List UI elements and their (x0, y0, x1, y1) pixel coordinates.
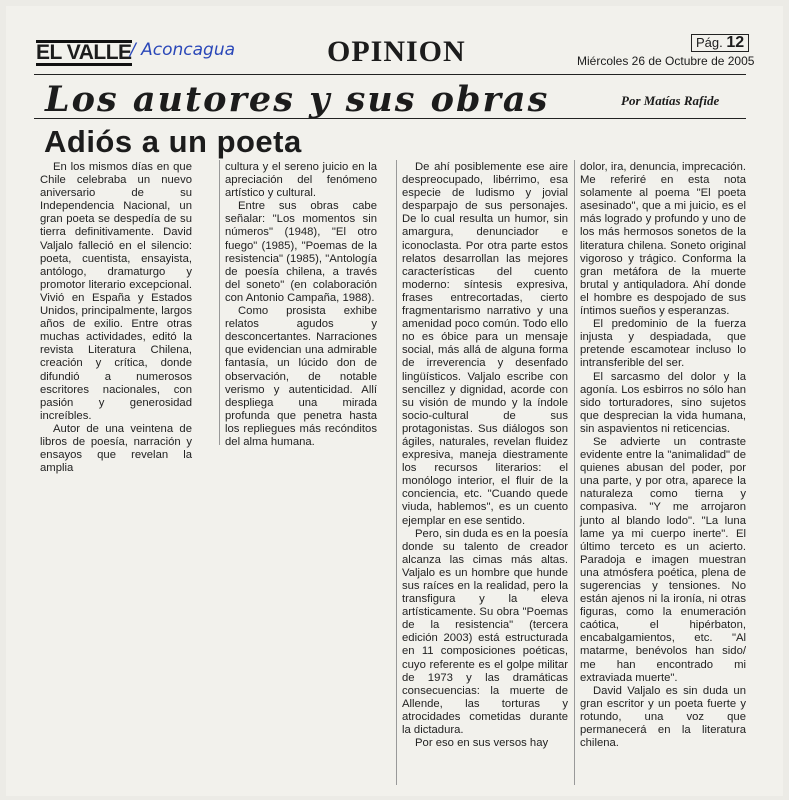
byline: Por Matías Rafide (621, 93, 720, 108)
paragraph: Se advierte un contraste evidente entre la "animalidad" de quienes abusan del poder, por una parte, y por otra, aparece la naturaleza como tierna y compasiva. "Y me arrojaron junto al blando lodo". "La luna lame ya mi cuerpo inerte". El último terceto es un acierto. Paradoja e imagen muestran una atmósfera poética, plena de sugerencias y tensiones. No están ajenos ni la ironía, ni otras figuras, como la enumeración caótica, el hipérbaton, encabalgamientos, etc. "Al matarme, benévolos han sido/ me han encontrado mi extraviada muerte". (580, 435, 746, 684)
column-banner: Los autores y sus obras (45, 79, 550, 120)
column-divider (219, 160, 220, 445)
paragraph: Pero, sin duda es en la poesía donde su talento de creador alcanza las cimas más altas. Valjalo es un hombre que hunde sus raíces en la realidad, pero la transfigura y la eleva artísticamente. Su obra "Poemas de la resistencia" (tercera edición 2003) está estructurada en 11 composiciones poéticas, cuyo referente es el golpe militar de 1973 y las dramáticas consecuencias: la muerte de Allende, las torturas y atrocidades cometidas durante la dictadura. (402, 527, 568, 737)
paragraph: Como prosista exhibe relatos agudos y desconcertantes. Narraciones que evidencian una admirable fantasía, un lúcido don de observación, de notable verismo y autenticidad. Allí despliega una mirada profunda que penetra hasta los repliegues más recónditos del alma humana. (225, 305, 377, 448)
paragraph: Por eso en sus versos hay (415, 737, 549, 750)
article-column-4 (580, 161, 746, 750)
header-rule (34, 74, 746, 75)
article-column-1 (40, 161, 192, 475)
issue-date: Miércoles 26 de Octubre de 2005 (577, 54, 755, 68)
paragraph: De ahí posiblemente ese aire despreocupado, libérrimo, esa especie de ludismo y jovial desparpajo de sus personajes. De lo cual resulta un humor, sin amargura, denunciador e iconoclasta. Por otra parte estos relatos desarrollan las mejores características del cuento moderno: síntesis expresiva, frases entrecortadas, cierto fragmentarismo narrativo y una amenidad poco común. Todo ello no es óbice para un mensaje social, más allá de alguna forma de irreverencia y desenfado lingüísticos. Valjalo escribe con sencillez y dignidad, acorde con su visión de mundo y la índole socio-cultural de sus protagonistas. Sus diálogos son ágiles, naturales, revelan fluidez expresiva, maneja diestramente los recursos literarios: el monólogo interior, el fluir de la conciencia, etc. "Cuando quede viuda, hablemos", es un cuento ejemplar en ese sentido. (402, 161, 568, 527)
page-number: 12 (726, 34, 745, 51)
paragraph: El predominio de la fuerza injusta y despiadada, que pretende escamotear incluso lo intransferible del ser. (580, 318, 746, 370)
article-column-2 (225, 161, 377, 449)
paragraph: Entre sus obras cabe señalar: "Los momentos sin números" (1948), "El otro fuego" (1985), "Poemas de la resistencia" (1985), "Antología de poesía chilena, a través del soneto" (en colaboración con Antonio Campaña, 1988). (225, 200, 377, 304)
column-divider (574, 160, 575, 785)
column-divider (396, 160, 397, 785)
paragraph: dolor, ira, denuncia, imprecación. Me referiré en esta nota solamente al poema "El poeta asesinado", que a mi juicio, es el más logrado y profundo y uno de los más hermosos sonetos de la literatura chilena. Soneto original vigoroso y trágico. Conforma la gran metáfora de la muerte brutal y antiquladora. Ahí donde el hombre es despojado de sus íntimos sueños y esperanzas. (580, 161, 746, 318)
article-column-3 (402, 161, 568, 750)
paragraph: El sarcasmo del dolor y la agonía. Los esbirros no sólo han sido torturadores, sino sujetos que desprecian la vida humana, sin aspavientos ni reticencias. (580, 370, 746, 435)
page-label: Pág. (696, 35, 723, 50)
section-title: OPINION (327, 35, 466, 68)
paragraph: Autor de una veintena de libros de poesía, narración y ensayos que revelan la amplia (40, 422, 192, 475)
page-number-box (691, 34, 749, 52)
paragraph: En los mismos días en que Chile celebraba un nuevo aniversario de su Independencia Nacional, un gran poeta se despedía de su tierra definitivamente. David Valjalo falleció en el silencio: poeta, cuentista, ensayista, antólogo, dramaturgo y promotor literario excepcional. Vivió en España y Estados Unidos, principalmente, largos años de exilio. Entre otras muchas actividades, editó la revista Literatura Chilena, creación y crítica, donde difundió a numerosos escritores nacionales, con pasión y generosidad increíbles. (40, 161, 192, 422)
paragraph: cultura y el sereno juicio en la apreciación del fenómeno artístico y cultural. (225, 161, 377, 200)
article-title: Adiós a un poeta (44, 124, 302, 159)
paragraph: David Valjalo es sin duda un gran escritor y un poeta fuerte y rotundo, una voz que permanecerá en la literatura chilena. (580, 684, 746, 750)
handwritten-note: / Aconcagua (130, 40, 236, 60)
banner-rule (34, 118, 746, 119)
newspaper-masthead: EL VALLE (36, 41, 132, 64)
